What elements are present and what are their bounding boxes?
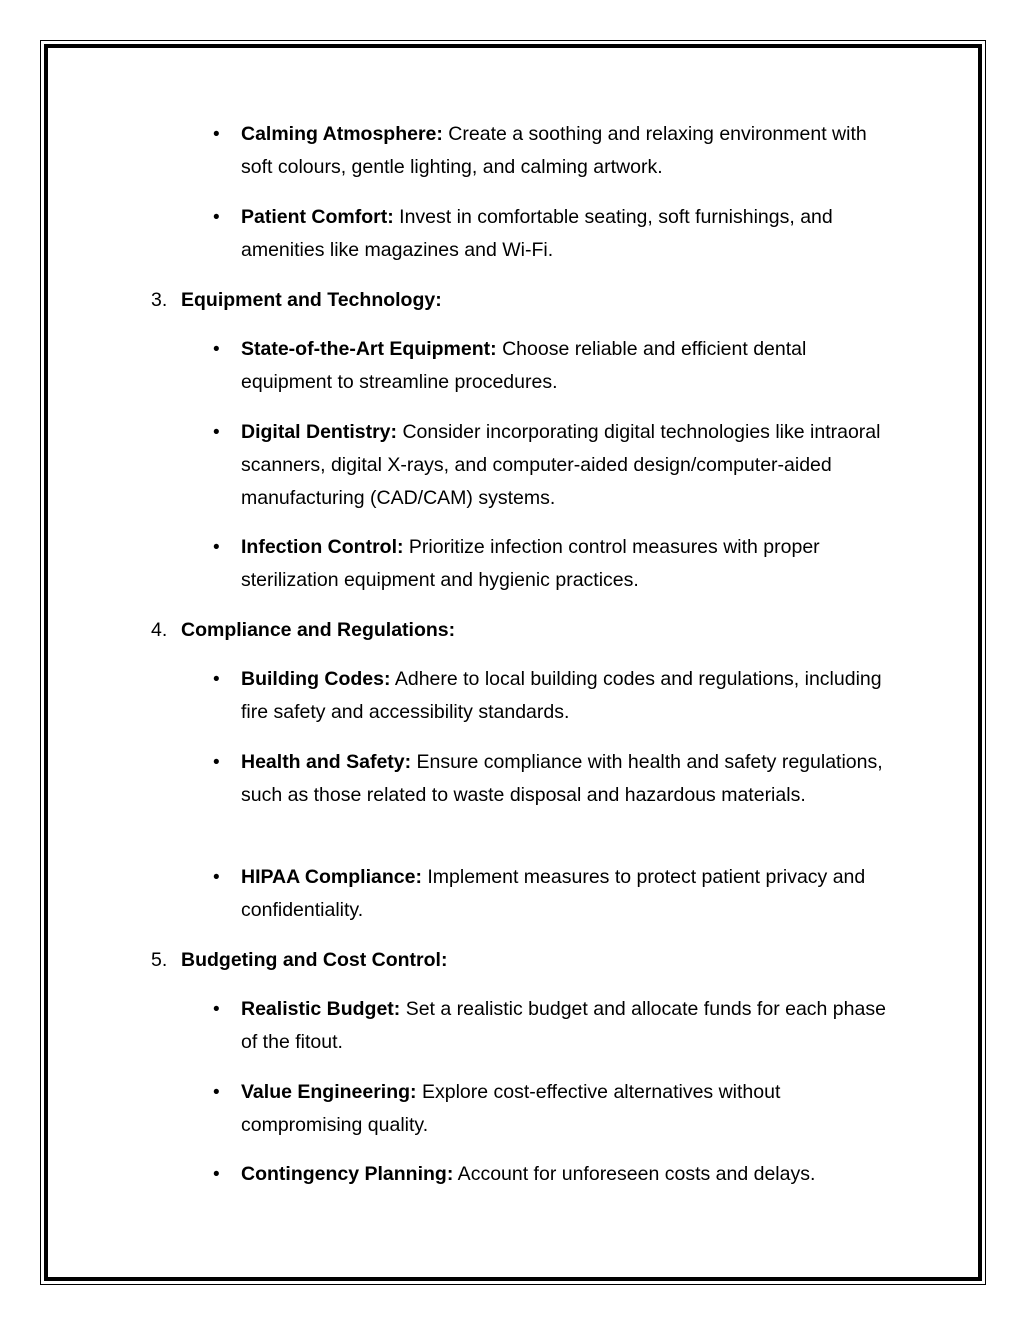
bullet-item <box>241 663 901 729</box>
bullet-term: Infection Control: <box>241 536 404 558</box>
bullet-text: Prioritize infection control measures with proper sterilization equipment and hygienic practices. <box>241 536 820 591</box>
bullet-term: Digital Dentistry: <box>241 421 398 443</box>
bullet-text: Account for unforeseen costs and delays. <box>453 1163 816 1185</box>
section-heading <box>151 944 881 977</box>
bullet-term: Contingency Planning: <box>241 1163 454 1185</box>
bullet-text: Set a realistic budget and allocate funds for each phase of the fitout. <box>241 998 886 1053</box>
bullet-term: Value Engineering: <box>241 1081 417 1103</box>
section-title: Compliance and Regulations: <box>181 619 456 641</box>
bullet-item <box>241 861 901 927</box>
section-number: 4. <box>151 619 168 641</box>
bullet-item <box>241 416 901 515</box>
bullet-text: Adhere to local building codes and regulations, including fire safety and accessibility standards. <box>241 668 882 723</box>
bullet-text: Create a soothing and relaxing environment with soft colours, gentle lighting, and calming artwork. <box>241 123 867 178</box>
bullet-text: Explore cost-effective alternatives without compromising quality. <box>241 1081 781 1136</box>
bullet-term: Building Codes: <box>241 668 391 690</box>
bullet-term: Patient Comfort: <box>241 206 394 228</box>
bullet-term: Health and Safety: <box>241 751 412 773</box>
bullet-term: Calming Atmosphere: <box>241 123 443 145</box>
bullet-item <box>241 333 901 399</box>
section-heading <box>151 284 881 317</box>
bullet-text: Implement measures to protect patient privacy and confidentiality. <box>241 866 866 921</box>
bullet-item <box>241 1076 901 1142</box>
section-heading <box>151 614 881 647</box>
section-title: Equipment and Technology: <box>181 289 442 311</box>
bullet-item <box>241 993 901 1059</box>
bullet-term: Realistic Budget: <box>241 998 401 1020</box>
bullet-text: Invest in comfortable seating, soft furnishings, and amenities like magazines and Wi-Fi. <box>241 206 833 261</box>
bullet-item <box>241 201 901 267</box>
section-title: Budgeting and Cost Control: <box>181 949 448 971</box>
bullet-term: State-of-the-Art Equipment: <box>241 338 497 360</box>
section-number: 3. <box>151 289 168 311</box>
section-number: 5. <box>151 949 168 971</box>
bullet-term: HIPAA Compliance: <box>241 866 422 888</box>
bullet-item <box>241 1158 901 1191</box>
bullet-text: Consider incorporating digital technologies like intraoral scanners, digital X-rays, and computer-aided design/computer-aided manufacturing (CAD/CAM) systems. <box>241 421 881 509</box>
bullet-item <box>241 118 901 184</box>
bullet-item <box>241 746 901 812</box>
bullet-item <box>241 531 901 597</box>
bullet-text: Ensure compliance with health and safety regulations, such as those related to waste disposal and hazardous materials. <box>241 751 883 806</box>
bullet-text: Choose reliable and efficient dental equipment to streamline procedures. <box>241 338 807 393</box>
